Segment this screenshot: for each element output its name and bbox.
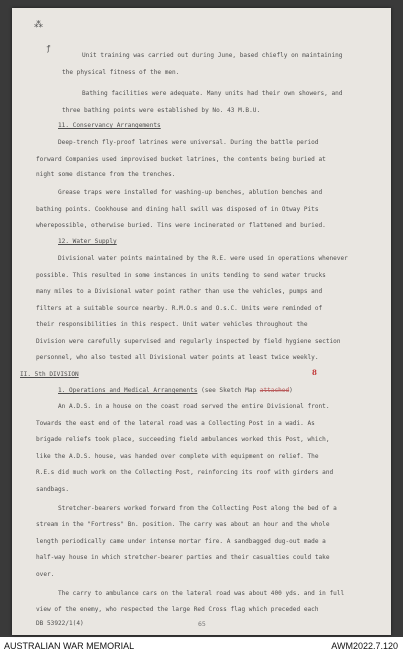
document-page: [12, 8, 391, 635]
text-line: view of the enemy, who respected the large Red Cross flag which preceded each: [36, 606, 319, 613]
text-line: possible. This resulted in some instances in units tending to send water trucks: [36, 272, 326, 279]
text-line: Grease traps were installed for washing-up benches, ablution benches and: [58, 189, 323, 196]
text-line: many miles to a Divisional water point rather than use the vehicles, pumps and: [36, 288, 323, 295]
text-line: forward Companies used improvised bucket latrines, the contents being buried at: [36, 156, 326, 163]
handwritten-correction: 8: [312, 368, 317, 377]
archive-name: AUSTRALIAN WAR MEMORIAL: [4, 641, 135, 651]
article: An: [58, 403, 70, 410]
text-line: wherepossible, otherwise buried. Tins were incinerated or flattened and buried.: [36, 222, 326, 229]
text-line: Unit training was carried out during June, based chiefly on maintaining: [82, 52, 343, 59]
archive-caption-bar: [0, 639, 403, 653]
text-line: Divisional water points maintained by the R.E. were used in operations whenever: [58, 255, 348, 262]
text-line: bathing points. Cookhouse and dining hall swill was disposed of in Otway Pits: [36, 206, 319, 213]
struck-word: attached: [259, 387, 290, 394]
text-line: stream in the "Fortress" Bn. position. The carry was about an hour and the whole: [36, 521, 330, 528]
text-line: sandbags.: [36, 486, 70, 493]
text-line: length periodically came under intense mortar fire. A sandbagged dug-out made a: [36, 538, 326, 545]
text-line: Deep-trench fly-proof latrines were universal. During the battle period: [58, 139, 319, 146]
text-line: The carry to ambulance cars on the lateral road was about 400 yds. and in full: [58, 590, 345, 597]
text-line: like the A.D.S. house, was handed over complete with equipment on relief. The: [36, 453, 319, 460]
margin-mark: ƒ: [46, 44, 51, 53]
division-heading: II. 5th DIVISION: [20, 371, 79, 378]
text-line: Bathing facilities were adequate. Many units had their own showers, and: [82, 90, 343, 97]
subheading-line: [58, 387, 293, 395]
closing-paren: ): [289, 387, 293, 394]
text-line: R.E.s did much work on the Collecting Post, reinforcing its roof with girders and: [36, 469, 334, 476]
section-heading: 11. Conservancy Arrangements: [58, 122, 161, 129]
margin-mark-top: ⁂: [34, 20, 43, 30]
text-line: Stretcher-bearers worked forward from the Collecting Post along the bed of a: [58, 505, 337, 512]
text-line: Division were carefully supervised and regularly inspected by field hygiene section: [36, 338, 341, 345]
text-line: personnel, who also tested all Divisional water points at least twice weekly.: [36, 354, 319, 361]
subheading: 1. Operations and Medical Arrangements: [58, 387, 198, 394]
text-line: night some distance from the trenches.: [36, 171, 176, 178]
section-heading: 12. Water Supply: [58, 238, 117, 245]
page-number: 65: [198, 620, 206, 628]
document-reference: DB 53922/1(4): [36, 620, 84, 627]
text-line: filters at a suitable source nearby. R.M.O.s and O.s.C. Units were reminded of: [36, 305, 323, 312]
text-line: over.: [36, 571, 55, 578]
text-line: half-way house in which stretcher-bearer parties and their casualties could take: [36, 554, 330, 561]
text-line: their responsibilities in this respect. Unit water vehicles throughout the: [36, 321, 308, 328]
text-line: three bathing points were established by No. 43 M.B.U.: [62, 107, 261, 114]
text-line: the physical fitness of the men.: [62, 69, 180, 76]
archive-id: AWM2022.7.120: [331, 641, 398, 651]
text-line: Towards the east end of the lateral road was a Collecting Post in a wadi. As: [36, 420, 315, 427]
sketch-map-reference: (see Sketch Map: [197, 387, 260, 394]
text-line: [58, 403, 330, 411]
text-fragment: A.D.S. in a house on the coast road served the entire Divisional front.: [69, 403, 330, 410]
text-line: brigade reliefs took place, succeeding field ambulances worked this Post, which,: [36, 436, 330, 443]
